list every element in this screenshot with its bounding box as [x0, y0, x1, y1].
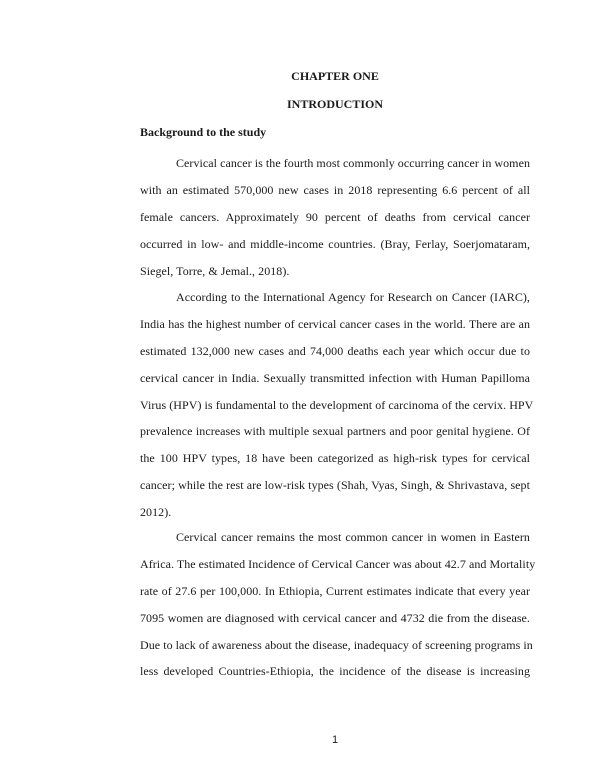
paragraph-3 [140, 524, 536, 685]
paragraph-line: less developed Countries-Ethiopia, the incidence of the disease is increasing [140, 664, 530, 679]
paragraph-1 [140, 150, 530, 284]
paragraph-line: estimated 132,000 new cases and 74,000 deaths each year which occur due to [140, 343, 530, 358]
paragraph-line: prevalence increases with multiple sexual partners and poor genital hygiene. Of [140, 424, 530, 439]
paragraph-line: rate of 27.6 per 100,000. In Ethiopia, Current estimates indicate that every year [140, 583, 530, 598]
chapter-subtitle: INTRODUCTION [286, 97, 383, 111]
paragraph-line: Siegel, Torre, & Jemal., 2018). [140, 263, 290, 278]
paragraph-line: Cervical cancer is the fourth most commonly occurring cancer in women [176, 156, 530, 170]
paragraph-line: 7095 women are diagnosed with cervical cancer and 4732 die from the disease. [140, 610, 530, 625]
paragraph-line: cervical cancer in India. Sexually transmitted infection with Human Papilloma [140, 370, 530, 385]
paragraph-line: Due to lack of awareness about the disease, inadequacy of screening programs in [140, 637, 533, 652]
paragraph-line: with an estimated 570,000 new cases in 2018 representing 6.6 percent of all [140, 182, 530, 197]
paragraph-line: According to the International Agency for Research on Cancer (IARC), [176, 290, 530, 304]
chapter-title: CHAPTER ONE [291, 69, 379, 83]
page-number: 1 [331, 734, 339, 746]
paragraph-line: Africa. The estimated Incidence of Cervical Cancer was about 42.7 and Mortality [140, 556, 536, 571]
paragraph-line: 2012). [140, 505, 172, 520]
paragraph-line: India has the highest number of cervical cancer cases in the world. There are an [140, 316, 530, 331]
paragraph-line: Cervical cancer remains the most common cancer in women in Eastern [176, 530, 530, 544]
section-heading: Background to the study [140, 125, 267, 139]
paragraph-line: cancer; while the rest are low-risk types (Shah, Vyas, Singh, & Shrivastava, sept [140, 478, 530, 493]
paragraph-line: occurred in low- and middle-income countries. (Bray, Ferlay, Soerjomataram, [140, 236, 530, 251]
paragraph-line: female cancers. Approximately 90 percent of deaths from cervical cancer [140, 209, 530, 224]
paragraph-2 [140, 284, 534, 526]
paragraph-line: Virus (HPV) is fundamental to the development of carcinoma of the cervix. HPV [140, 397, 534, 412]
paragraph-line: the 100 HPV types, 18 have been categorized as high-risk types for cervical [140, 451, 530, 466]
